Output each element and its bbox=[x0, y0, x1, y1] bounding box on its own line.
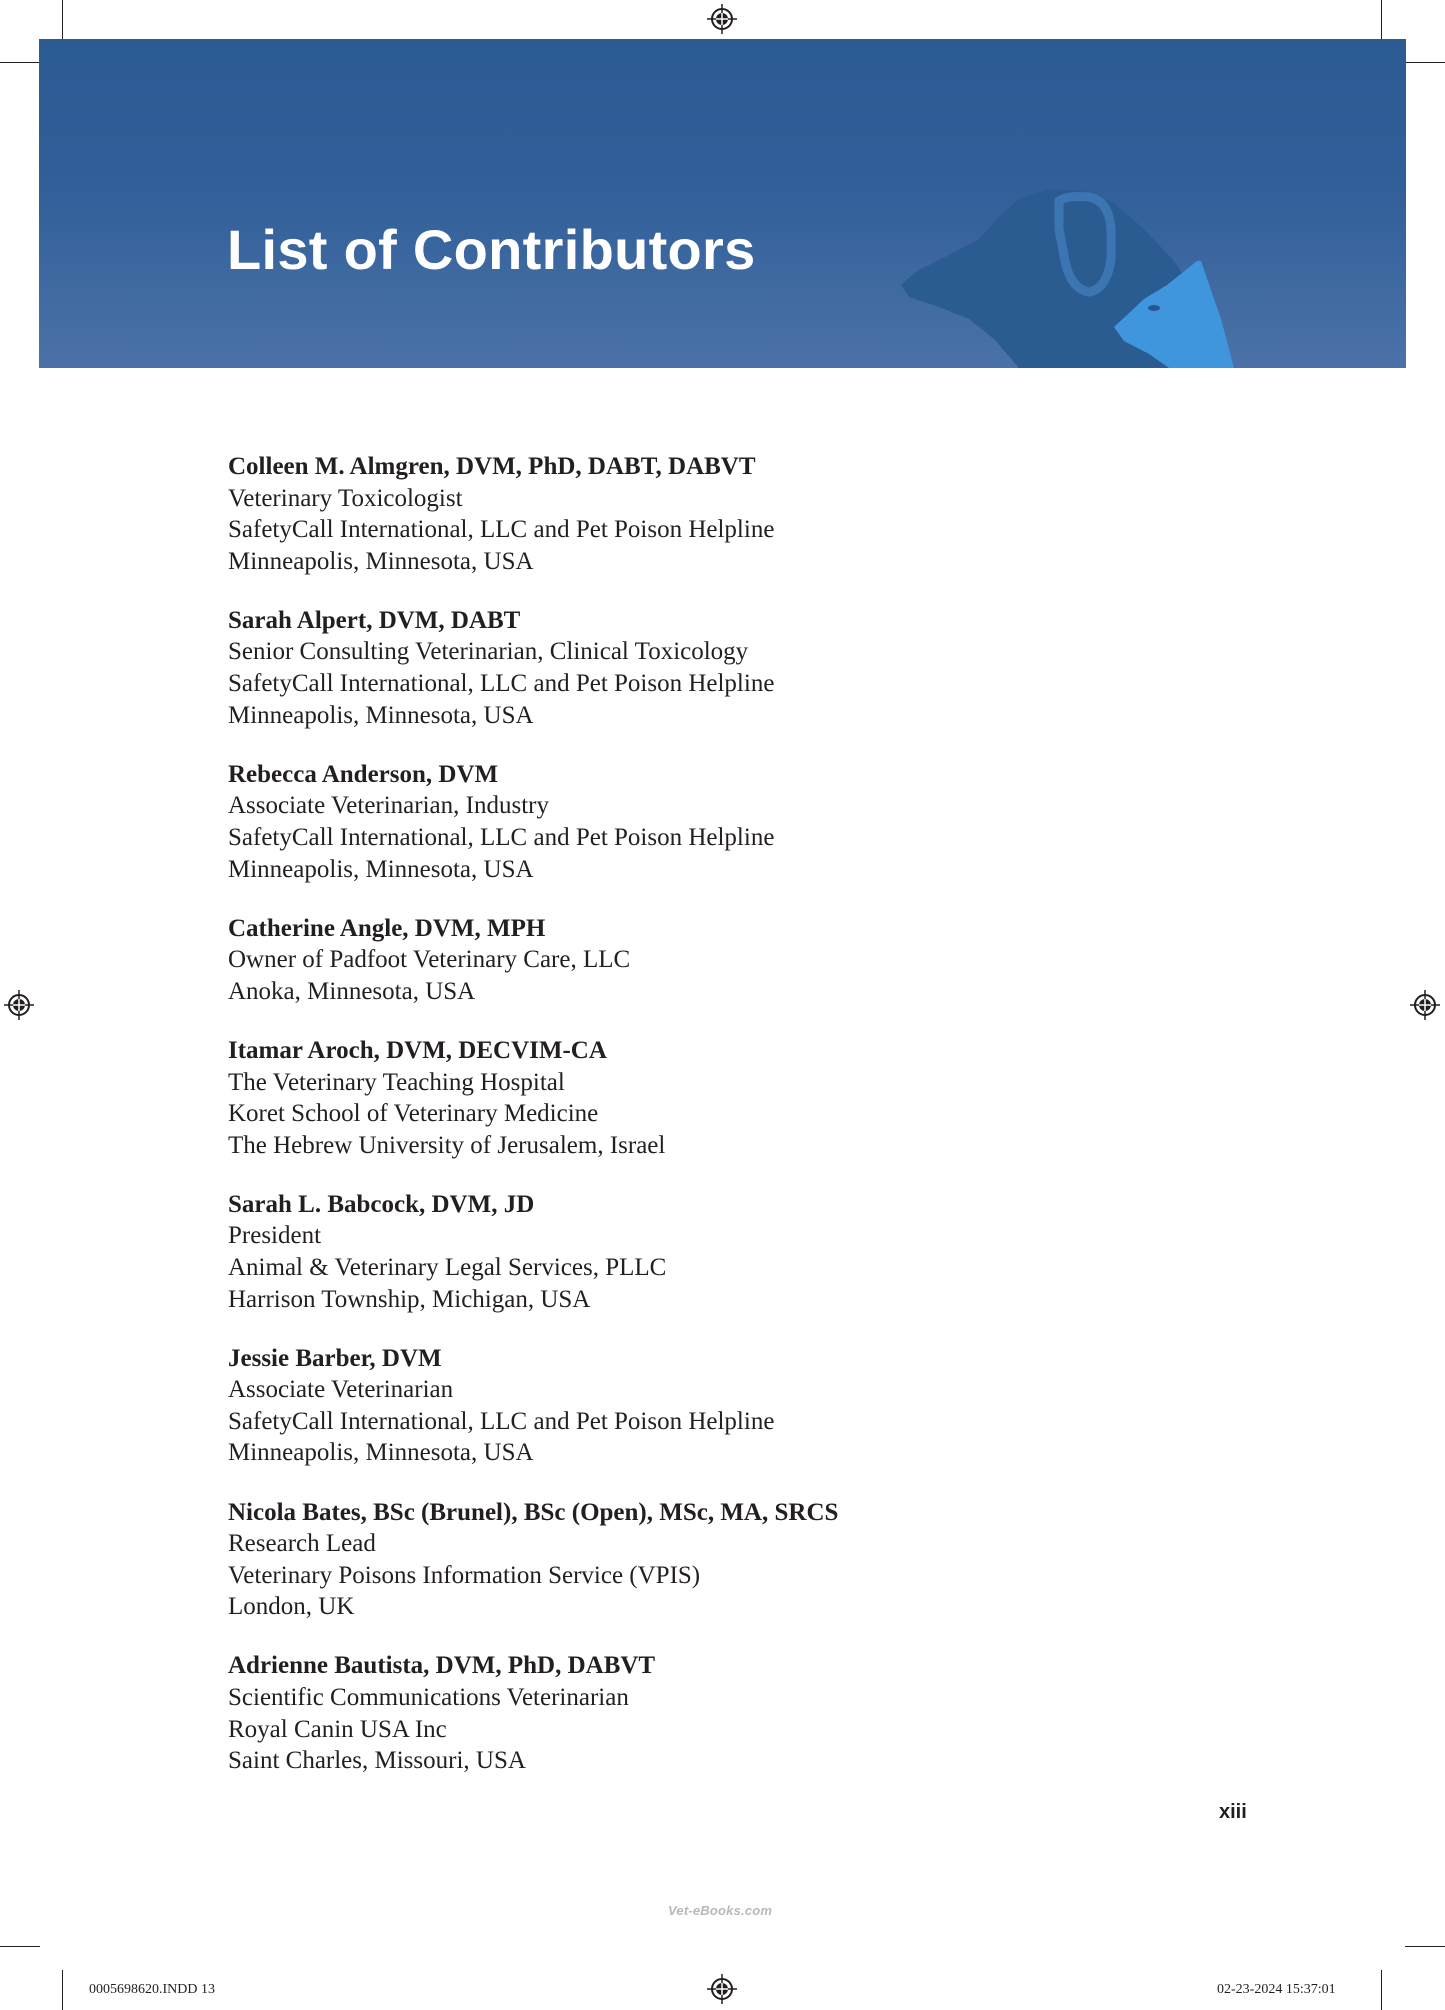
contributor-affiliation-line: SafetyCall International, LLC and Pet Poison Helpline bbox=[228, 823, 775, 851]
crop-mark bbox=[0, 1946, 40, 1947]
contributor-name: Sarah Alpert, DVM, DABT bbox=[228, 606, 521, 634]
contributor-name: Itamar Aroch, DVM, DECVIM-CA bbox=[228, 1036, 607, 1064]
contributor-affiliation-line: SafetyCall International, LLC and Pet Poison Helpline bbox=[228, 1407, 775, 1435]
contributor-name: Sarah L. Babcock, DVM, JD bbox=[228, 1190, 535, 1218]
contributor-affiliation-line: Veterinary Poisons Information Service (VPIS) bbox=[228, 1561, 701, 1589]
crop-mark bbox=[1381, 0, 1382, 40]
registration-mark-icon bbox=[707, 4, 737, 34]
contributor-affiliation-line: Minneapolis, Minnesota, USA bbox=[228, 1439, 534, 1467]
contributor-affiliation-line: Royal Canin USA Inc bbox=[228, 1715, 447, 1743]
contributor-entry bbox=[228, 451, 1128, 577]
watermark: Vet-eBooks.com bbox=[668, 1903, 773, 1918]
crop-mark bbox=[0, 62, 40, 63]
contributor-affiliation-line: Research Lead bbox=[228, 1530, 376, 1558]
registration-mark-icon bbox=[1410, 990, 1440, 1020]
contributor-affiliation-line: SafetyCall International, LLC and Pet Poison Helpline bbox=[228, 670, 775, 698]
contributor-affiliation-line: Koret School of Veterinary Medicine bbox=[228, 1100, 599, 1128]
contributor-affiliation-line: Senior Consulting Veterinarian, Clinical Toxicology bbox=[228, 638, 749, 666]
contributor-affiliation-line: Minneapolis, Minnesota, USA bbox=[228, 701, 534, 729]
contributors-list bbox=[228, 451, 1128, 1804]
footer-timestamp: 02-23-2024 15:37:01 bbox=[1217, 1982, 1336, 1997]
contributor-entry bbox=[228, 913, 1128, 1008]
page-title: List of Contributors bbox=[227, 218, 756, 281]
crop-mark bbox=[62, 0, 63, 40]
contributor-affiliation-line: Owner of Padfoot Veterinary Care, LLC bbox=[228, 946, 631, 974]
cat-eye bbox=[1148, 305, 1160, 311]
contributor-affiliation-line: Associate Veterinarian, Industry bbox=[228, 792, 549, 820]
crop-mark bbox=[1405, 62, 1445, 63]
contributor-affiliation-line: Minneapolis, Minnesota, USA bbox=[228, 547, 534, 575]
registration-mark-icon bbox=[4, 990, 34, 1020]
contributor-affiliation-line: SafetyCall International, LLC and Pet Poison Helpline bbox=[228, 516, 775, 544]
contributor-name: Adrienne Bautista, DVM, PhD, DABVT bbox=[228, 1652, 656, 1680]
contributor-name: Jessie Barber, DVM bbox=[228, 1344, 442, 1372]
contributor-affiliation-line: The Veterinary Teaching Hospital bbox=[228, 1068, 565, 1096]
contributor-affiliation-line: Minneapolis, Minnesota, USA bbox=[228, 855, 534, 883]
contributor-affiliation-line: Animal & Veterinary Legal Services, PLLC bbox=[228, 1253, 667, 1281]
footer-file-label: 0005698620.INDD 13 bbox=[89, 1982, 215, 1997]
crop-mark bbox=[1381, 1970, 1382, 2010]
dog-and-cat-silhouette-icon bbox=[899, 189, 1299, 368]
crop-mark bbox=[62, 1970, 63, 2010]
contributor-entry bbox=[228, 1497, 1128, 1623]
page-number: xiii bbox=[1219, 1801, 1247, 1823]
contributor-affiliation-line: The Hebrew University of Jerusalem, Israel bbox=[228, 1131, 666, 1159]
contributor-name: Nicola Bates, BSc (Brunel), BSc (Open), MSc, MA, SRCS bbox=[228, 1498, 839, 1526]
contributor-entry bbox=[228, 1189, 1128, 1315]
contributor-entry bbox=[228, 605, 1128, 731]
contributor-affiliation-line: Associate Veterinarian bbox=[228, 1376, 454, 1404]
contributor-affiliation-line: President bbox=[228, 1222, 322, 1250]
contributor-entry bbox=[228, 1343, 1128, 1469]
chapter-banner bbox=[39, 39, 1406, 368]
contributor-name: Colleen M. Almgren, DVM, PhD, DABT, DABVT bbox=[228, 453, 756, 480]
contributor-entry bbox=[228, 1035, 1128, 1161]
contributor-affiliation-line: Veterinary Toxicologist bbox=[228, 484, 463, 512]
contributor-name: Rebecca Anderson, DVM bbox=[228, 760, 499, 788]
contributor-affiliation-line: London, UK bbox=[228, 1593, 355, 1621]
contributor-entry bbox=[228, 1650, 1128, 1776]
registration-mark-icon bbox=[707, 1974, 737, 2004]
crop-mark bbox=[1405, 1946, 1445, 1947]
contributor-affiliation-line: Saint Charles, Missouri, USA bbox=[228, 1747, 526, 1775]
contributor-entry bbox=[228, 759, 1128, 885]
contributor-affiliation-line: Anoka, Minnesota, USA bbox=[228, 977, 476, 1005]
contributor-affiliation-line: Harrison Township, Michigan, USA bbox=[228, 1285, 591, 1313]
contributor-affiliation-line: Scientific Communications Veterinarian bbox=[228, 1684, 629, 1711]
contributor-name: Catherine Angle, DVM, MPH bbox=[228, 914, 546, 942]
